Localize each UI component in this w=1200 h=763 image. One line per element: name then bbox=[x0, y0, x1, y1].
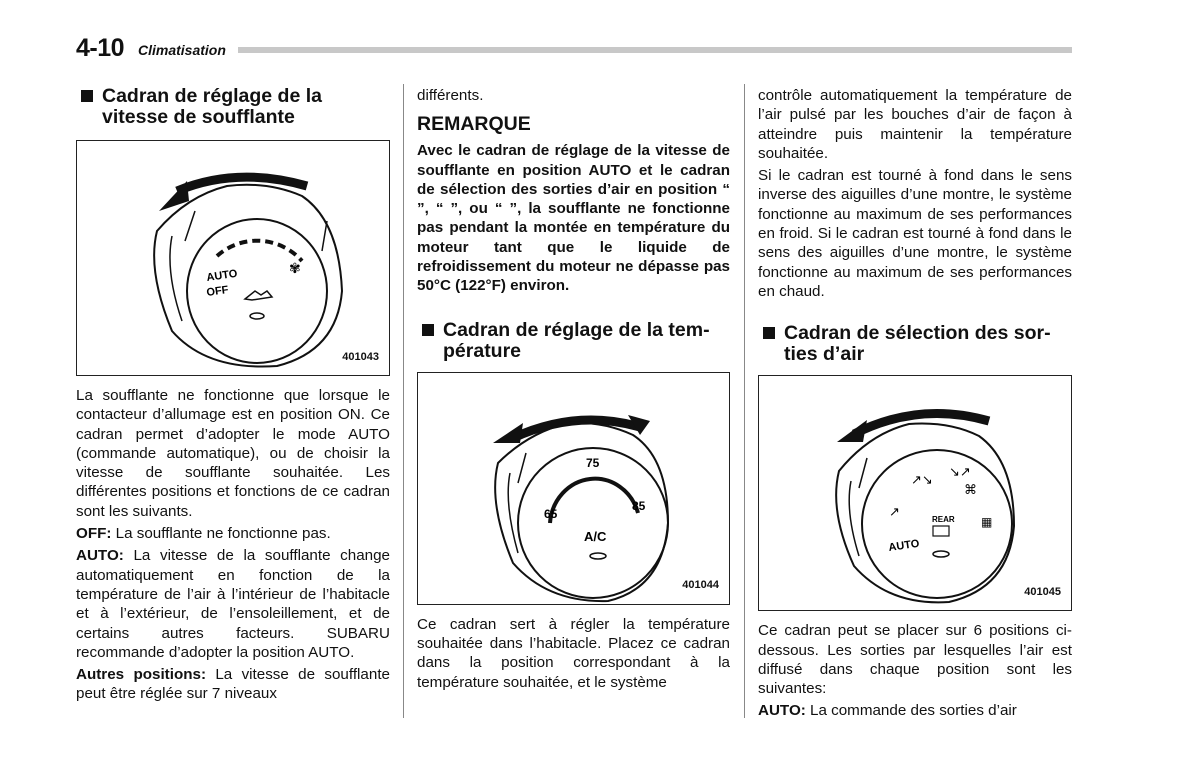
paragraph-auto: AUTO: La vitesse de la soufflante change automatiquement en fonction de la température de l’air à l’intérieur de l’habitacle et à l’extérieur, de l’ensoleillement, et de certains autres facteurs. SUBARU recommande d’adopter la position AUTO. bbox=[76, 547, 390, 661]
column-divider bbox=[403, 84, 404, 718]
temperature-dial-illustration bbox=[418, 373, 729, 604]
paragraph-continued: différents. bbox=[417, 87, 484, 104]
blower-dial-illustration bbox=[77, 141, 389, 375]
ac-label: A/C bbox=[584, 528, 607, 544]
off-label: OFF bbox=[205, 284, 230, 299]
figure-air-outlet-dial bbox=[758, 375, 1072, 611]
temp-label-65: 65 bbox=[544, 506, 558, 521]
auto-label: AUTO bbox=[887, 538, 921, 555]
heading-bullet-icon bbox=[763, 327, 775, 339]
figure-temperature-dial bbox=[417, 372, 730, 605]
figure-id: 401045 bbox=[1024, 585, 1061, 598]
auto-label: AUTO bbox=[205, 267, 239, 284]
figure-id: 401044 bbox=[682, 579, 719, 592]
heading-air-outlet-dial: Cadran de sélection des sor- ties d’air bbox=[758, 323, 1072, 365]
figure-id: 401043 bbox=[342, 350, 379, 363]
column-2 bbox=[417, 86, 730, 695]
rear-label: REAR bbox=[932, 515, 955, 525]
defrost-icon: ▦ bbox=[981, 515, 993, 530]
paragraph-auto: AUTO: La commande des sorties d’air bbox=[758, 702, 1017, 720]
heading-bullet-icon bbox=[422, 324, 434, 336]
rear-defrost-icon bbox=[933, 526, 949, 536]
air-outlet-dial-illustration bbox=[759, 376, 1071, 610]
paragraph: Si le cadran est tourné à fond dans le sens inverse des aiguilles d’une montre, le système fonctionne au maximum de ses performances en froid. Si le cadran est tourné à fond dans le sens des aiguilles d’une montre, le système fonctionne au maximum de ses performances en chaud. bbox=[758, 167, 1072, 300]
column-3 bbox=[758, 86, 1072, 724]
recirculation-icon bbox=[245, 291, 272, 300]
paragraph: contrôle automatiquement la température de l’air pulsé par les bouches d’air de façon à atteindre puis maintenir la température souhaitée. bbox=[758, 87, 1072, 162]
figure-blower-dial bbox=[76, 140, 390, 376]
fan-icon: ✾ bbox=[289, 260, 301, 276]
paragraph: Ce cadran sert à régler la température souhaitée dans l’habitacle. Placez ce cadran dans la position correspondant à la température souhaitée, et le système bbox=[417, 615, 730, 691]
indicator-lamp bbox=[250, 313, 264, 319]
vent-icon: ↗↘ bbox=[911, 472, 933, 488]
temp-label-75: 75 bbox=[586, 455, 600, 470]
remark-title: REMARQUE bbox=[417, 113, 531, 136]
paragraph-other: Autres positions: La vitesse de soufflante peut être réglée sur 7 niveaux bbox=[76, 666, 390, 703]
bilevel-icon: ↘↗ bbox=[949, 464, 971, 480]
heading-bullet-icon bbox=[81, 90, 93, 102]
heading-temperature-dial: Cadran de réglage de la tem- pérature bbox=[417, 320, 730, 362]
page-number: 4-10 bbox=[76, 34, 125, 62]
paragraph: Ce cadran peut se placer sur 6 positions ci-dessous. Les sorties par lesquelles l’air est diffusé dans chaque position sont les suivantes: bbox=[758, 622, 1072, 698]
column-1 bbox=[76, 86, 390, 707]
floor-defrost-icon: ⌘ bbox=[964, 482, 977, 498]
column-divider bbox=[744, 84, 745, 718]
page-header bbox=[76, 34, 1072, 64]
paragraph-off: OFF: La soufflante ne fonctionne pas. bbox=[76, 525, 331, 543]
section-title: Climatisation bbox=[138, 42, 226, 58]
indicator-lamp bbox=[590, 553, 606, 559]
header-rule bbox=[238, 47, 1072, 53]
remark-text: Avec le cadran de réglage de la vitesse de soufflante en position AUTO et le cadran de sélection des sorties d’air en position “ ”, “ ”, ou “ ”, la soufflante ne fonctionne pas pendant la montée en température du moteur tant que le liquide de refroidissement du moteur ne dépasse pas 50°C (122°F) environ. bbox=[417, 142, 730, 295]
temp-label-85: 85 bbox=[632, 498, 646, 513]
indicator-lamp bbox=[933, 551, 949, 557]
heading-blower-dial: Cadran de réglage de la vitesse de soufflante bbox=[76, 86, 390, 128]
floor-icon: ↗ bbox=[889, 504, 900, 520]
paragraph: La soufflante ne fonctionne que lorsque le contacteur d’allumage est en position ON. Ce cadran permet d’adopter le mode AUTO (commande automatique), ou de choisir la vitesse de soufflante souhaitée. Les différentes positions et fonctions de ce cadran sont les suivants. bbox=[76, 387, 390, 520]
